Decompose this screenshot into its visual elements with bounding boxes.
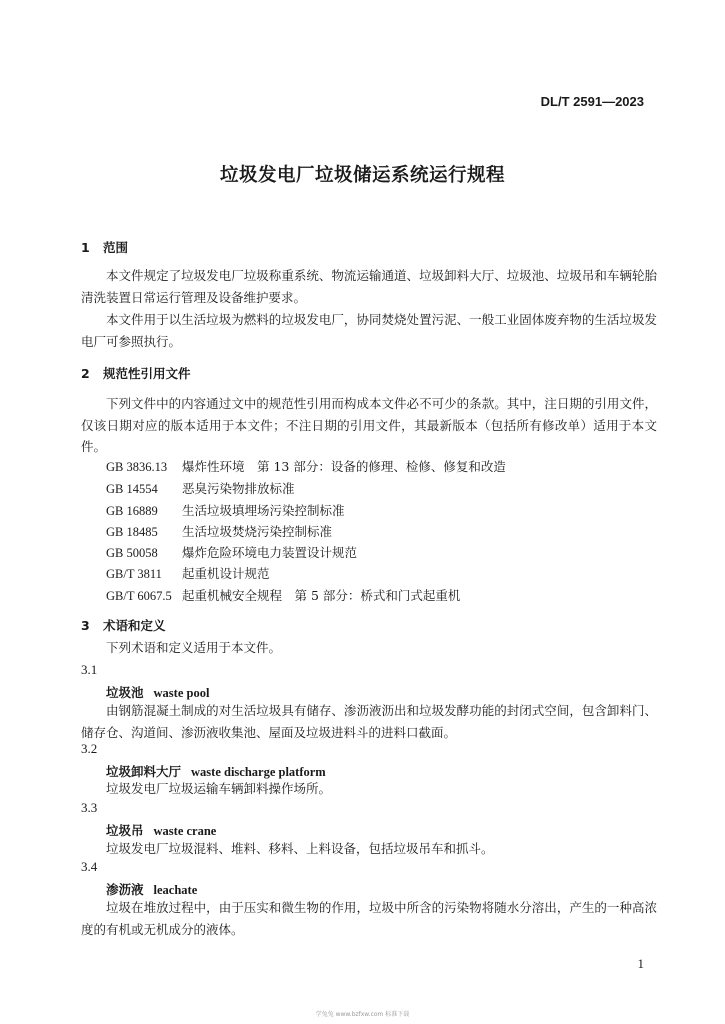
term-number: 3.2 [81,741,98,756]
reference-code: GB/T 6067.5 [106,589,172,603]
term-definition: 垃圾发电厂垃圾运输车辆卸料操作场所。 [106,781,332,796]
section-1-paragraph-1: 本文件规定了垃圾发电厂垃圾称重系统、物流运输通道、垃圾卸料大厅、垃圾池、垃圾吊和车辆轮胎清洗装置日常运行管理及设备维护要求。 [81,268,657,305]
reference-item [106,479,295,497]
reference-title: 爆炸危险环境电力装置设计规范 [182,545,358,560]
document-code: DL/T 2591—2023 [540,94,644,109]
section-1-paragraph-2: 本文件用于以生活垃圾为燃料的垃圾发电厂，协同焚烧处置污泥、一般工业固体废弃物的生活垃圾发电厂可参照执行。 [81,312,657,349]
reference-code: GB 18485 [106,525,158,539]
term-english: leachate [153,883,198,897]
term-number: 3.3 [81,800,98,815]
term-number: 3.4 [81,859,98,874]
reference-item [106,564,270,582]
reference-title: 起重机设计规范 [182,566,270,581]
term-chinese: 垃圾卸料大厅 [106,764,182,779]
section-number: 3 [81,618,90,633]
term-heading [106,683,209,701]
term-number: 3.1 [81,662,98,677]
reference-title: 起重机械安全规程 第 5 部分：桥式和门式起重机 [182,588,461,603]
reference-title: 爆炸性环境 第 13 部分：设备的修理、检修、修复和改造 [182,459,506,474]
term-heading [106,821,216,839]
section-number: 2 [81,366,90,381]
term-english: waste discharge platform [191,765,326,779]
term-definition: 垃圾在堆放过程中，由于压实和微生物的作用，垃圾中所含的污染物将随水分溶出，产生的一种高浓度的有机或无机成分的液体。 [81,900,657,937]
reference-code: GB 3836.13 [106,460,168,474]
section-title: 术语和定义 [103,618,166,633]
term-chinese: 渗沥液 [106,882,144,897]
section-1-heading [81,238,128,256]
term-heading [106,880,197,898]
document-title: 垃圾发电厂垃圾储运系统运行规程 [219,165,505,186]
reference-item [106,543,357,561]
reference-item [106,501,345,519]
section-title: 规范性引用文件 [103,366,191,381]
footer-watermark: 学兔兔 www.bzfxw.com 标准下载 [315,1011,410,1018]
term-definition: 垃圾发电厂垃圾混料、堆料、移料、上料设备，包括垃圾吊车和抓斗。 [106,841,494,856]
section-3-intro: 下列术语和定义适用于本文件。 [106,640,282,655]
section-2-paragraph-1: 下列文件中的内容通过文中的规范性引用而构成本文件必不可少的条款。其中，注日期的引用文件，仅该日期对应的版本适用于本文件；不注日期的引用文件，其最新版本（包括所有修改单）适用于本文件。 [81,396,657,454]
section-3-heading [81,616,166,634]
reference-code: GB 50058 [106,546,158,560]
reference-code: GB/T 3811 [106,567,162,581]
term-chinese: 垃圾吊 [106,823,144,838]
reference-title: 恶臭污染物排放标准 [182,481,295,496]
page-number: 1 [637,956,644,971]
reference-item [106,586,460,604]
reference-item [106,457,506,475]
section-number: 1 [81,240,90,255]
section-title: 范围 [103,240,129,255]
term-definition: 由钢筋混凝土制成的对生活垃圾具有储存、渗沥液沥出和垃圾发酵功能的封闭式空间，包含卸料门、储存仓、沟道间、渗沥液收集池、屋面及垃圾进料斗的进料口截面。 [81,703,657,740]
section-2-heading [81,364,191,382]
reference-item [106,522,332,540]
term-chinese: 垃圾池 [106,685,144,700]
reference-title: 生活垃圾填埋场污染控制标准 [182,503,345,518]
reference-title: 生活垃圾焚烧污染控制标准 [182,524,333,539]
reference-code: GB 16889 [106,504,158,518]
term-english: waste pool [153,686,210,700]
reference-code: GB 14554 [106,482,158,496]
term-english: waste crane [153,824,217,838]
